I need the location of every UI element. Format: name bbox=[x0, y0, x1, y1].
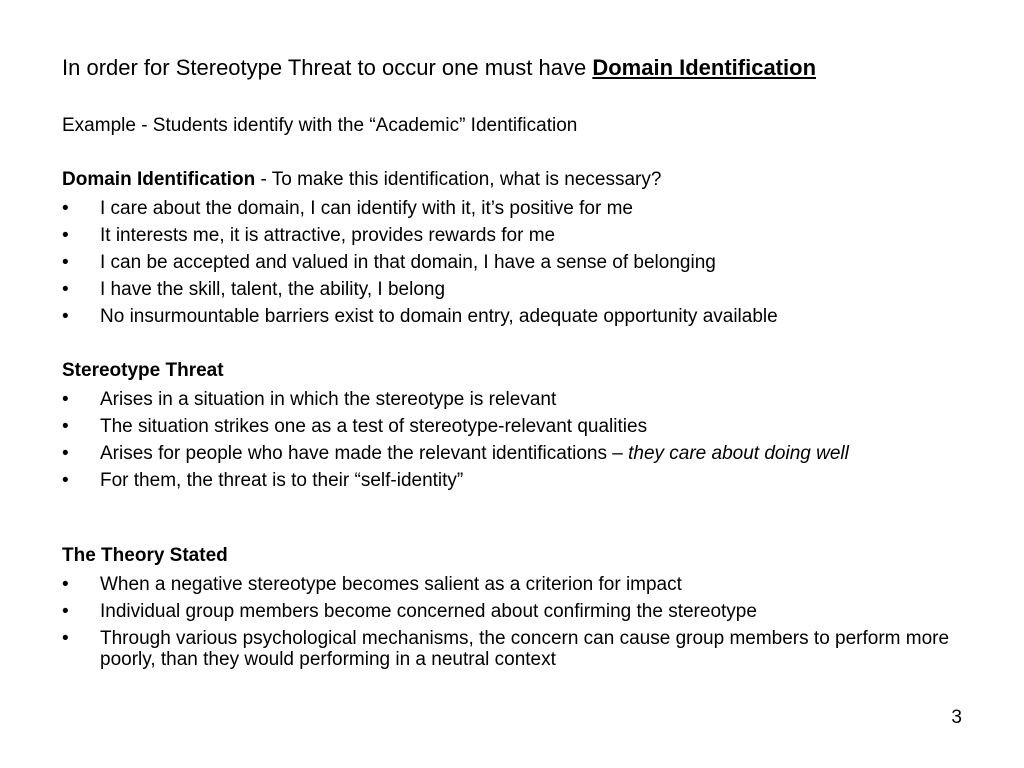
list-item-text: No insurmountable barriers exist to domain entry, adequate opportunity available bbox=[100, 306, 778, 327]
bullet-icon: • bbox=[62, 574, 69, 595]
bullet-icon: • bbox=[62, 198, 69, 219]
list-item-text: Individual group members become concerned about confirming the stereotype bbox=[100, 601, 757, 622]
list-item bbox=[62, 443, 962, 464]
example-line: Example - Students identify with the “Academic” Identification bbox=[62, 115, 578, 136]
list-item bbox=[62, 225, 962, 246]
page-number: 3 bbox=[951, 707, 962, 728]
bullet-icon: • bbox=[62, 416, 69, 437]
list-item bbox=[62, 574, 962, 595]
domain-identification-title bbox=[62, 168, 962, 192]
stereotype-threat-list bbox=[62, 389, 962, 491]
bullet-icon: • bbox=[62, 225, 69, 246]
stereotype-threat-section bbox=[62, 359, 962, 491]
bullet-icon: • bbox=[62, 389, 69, 410]
list-item bbox=[62, 252, 962, 273]
bullet-icon: • bbox=[62, 279, 69, 300]
list-item-text: The situation strikes one as a test of stereotype-relevant qualities bbox=[100, 416, 648, 437]
bullet-icon: • bbox=[62, 601, 69, 622]
list-item bbox=[62, 628, 962, 670]
list-item bbox=[62, 389, 962, 410]
list-item-italic-text: they care about doing well bbox=[628, 443, 849, 464]
domain-identification-list bbox=[62, 198, 962, 327]
theory-stated-list bbox=[62, 574, 962, 670]
section-title-bold: Domain Identification bbox=[62, 169, 256, 190]
list-item bbox=[62, 198, 962, 219]
list-item-text: Through various psychological mechanisms, the concern can cause group members to perform more poorly, than they would performing in a neutral context bbox=[100, 628, 950, 670]
list-item-text: I have the skill, talent, the ability, I belong bbox=[100, 279, 446, 300]
slide-heading bbox=[62, 54, 816, 82]
section-title-bold: Stereotype Threat bbox=[62, 360, 224, 381]
stereotype-threat-title bbox=[62, 359, 962, 383]
list-item-text: I care about the domain, I can identify with it, it’s positive for me bbox=[100, 198, 633, 219]
theory-stated-title bbox=[62, 544, 962, 568]
theory-stated-section bbox=[62, 544, 962, 670]
bullet-icon: • bbox=[62, 443, 69, 464]
list-item-text: I can be accepted and valued in that domain, I have a sense of belonging bbox=[100, 252, 716, 273]
list-item bbox=[62, 601, 962, 622]
heading-emphasis: Domain Identification bbox=[592, 55, 817, 80]
list-item-text: It interests me, it is attractive, provides rewards for me bbox=[100, 225, 556, 246]
heading-text: In order for Stereotype Threat to occur one must have bbox=[62, 55, 593, 80]
bullet-icon: • bbox=[62, 306, 69, 327]
section-title-suffix: - To make this identification, what is necessary? bbox=[255, 169, 662, 190]
bullet-icon: • bbox=[62, 470, 69, 491]
list-item bbox=[62, 416, 962, 437]
list-item-text: For them, the threat is to their “self-identity” bbox=[100, 470, 464, 491]
list-item bbox=[62, 306, 962, 327]
list-item bbox=[62, 470, 962, 491]
list-item-text: Arises in a situation in which the stereotype is relevant bbox=[100, 389, 557, 410]
list-item-text: Arises for people who have made the relevant identifications – bbox=[100, 443, 629, 464]
section-title-bold: The Theory Stated bbox=[62, 545, 228, 566]
list-item-text: When a negative stereotype becomes salient as a criterion for impact bbox=[100, 574, 682, 595]
bullet-icon: • bbox=[62, 628, 69, 649]
domain-identification-section bbox=[62, 168, 962, 327]
list-item bbox=[62, 279, 962, 300]
bullet-icon: • bbox=[62, 252, 69, 273]
